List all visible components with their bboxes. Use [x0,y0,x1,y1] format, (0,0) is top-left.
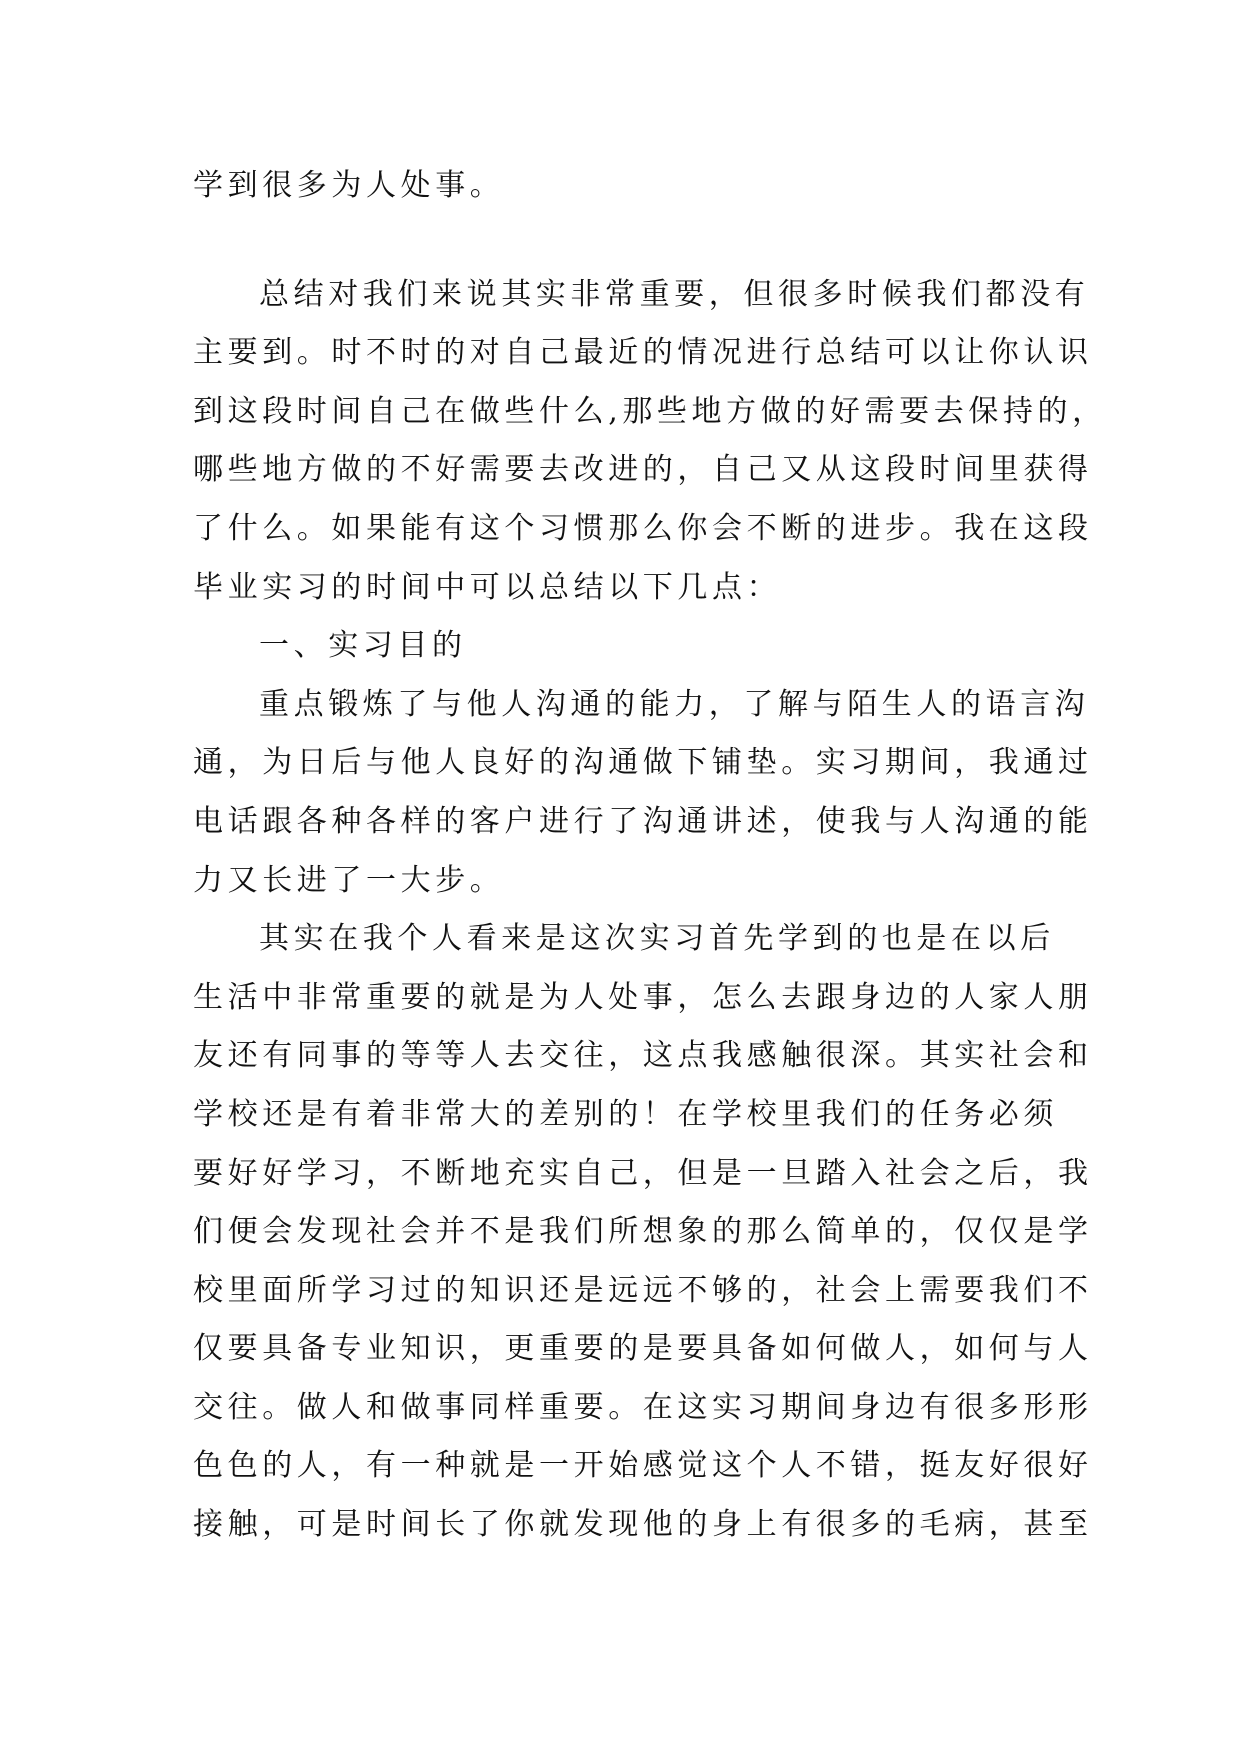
paragraph-line: 重点锻炼了与他人沟通的能力，了解与陌生人的语言沟 [259,686,1090,722]
paragraph-line: 力又长进了一大步。 [193,862,505,898]
paragraph-line: 主要到。时不时的对自己最近的情况进行总结可以让你认识 [193,335,1093,371]
paragraph-line: 到这段时间自己在做些什么,那些地方做的好需要去保持的， [193,393,1107,429]
paragraph-line: 友还有同事的等等人去交往，这点我感触很深。其实社会和 [193,1038,1093,1074]
opening-line: 学到很多为人处事。 [193,168,505,203]
paragraph-line: 要好好学习，不断地充实自己，但是一旦踏入社会之后，我 [193,1155,1093,1191]
paragraph-line: 其实在我个人看来是这次实习首先学到的也是在以后 [259,921,1055,957]
paragraph-line: 毕业实习的时间中可以总结以下几点： [193,569,782,605]
paragraph-summary [193,266,1107,618]
paragraph-goal [193,676,1093,910]
paragraph-line: 接触，可是时间长了你就发现他的身上有很多的毛病，甚至 [193,1507,1093,1543]
paragraph-gap [193,216,1053,266]
paragraph-line: 仅要具备专业知识，更重要的是要具备如何做人，如何与人 [193,1331,1093,1367]
document-body [193,157,1107,1555]
paragraph-line: 们便会发现社会并不是我们所想象的那么简单的，仅仅是学 [193,1214,1093,1250]
paragraph-line: 学校还是有着非常大的差别的！在学校里我们的任务必须 [193,1096,1058,1132]
paragraph-line: 哪些地方做的不好需要去改进的，自己又从这段时间里获得 [193,452,1093,488]
paragraph-line: 电话跟各种各样的客户进行了沟通讲述，使我与人沟通的能 [193,803,1093,839]
paragraph-line: 色色的人，有一种就是一开始感觉这个人不错，挺友好很好 [193,1448,1093,1484]
paragraph-line: 总结对我们来说其实非常重要，但很多时候我们都没有 [259,276,1090,312]
paragraph-social [193,910,1093,1555]
paragraph-line: 生活中非常重要的就是为人处事，怎么去跟身边的人家人朋 [193,979,1093,1015]
paragraph-line: 校里面所学习过的知识还是远远不够的，社会上需要我们不 [193,1272,1093,1308]
paragraph-line: 了什么。如果能有这个习惯那么你会不断的进步。我在这段 [193,510,1093,546]
paragraph-line: 交往。做人和做事同样重要。在这实习期间身边有很多形形 [193,1389,1093,1425]
paragraph-line: 通，为日后与他人良好的沟通做下铺垫。实习期间，我通过 [193,745,1093,781]
section-heading: 一、实习目的 [259,628,467,664]
